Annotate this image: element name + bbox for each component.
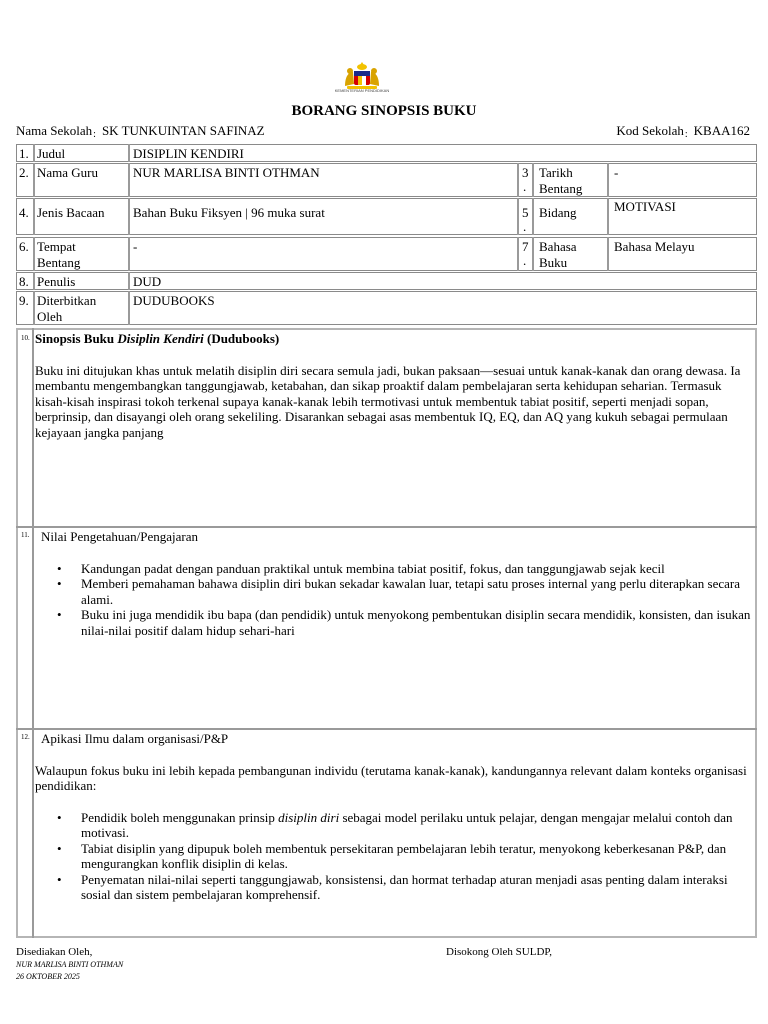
list-item: • Penyematan nilai-nilai seperti tanggungjawab, konsistensi, dan hormat terhadap aturan menjadi asas penting dalam interaksi sosial dan sistem pembelajaran komprehensif. <box>81 872 755 903</box>
prepared-by-block <box>16 945 123 983</box>
tarikh-label: Tarikh Bentang <box>539 165 583 196</box>
jenis-number: 4. <box>19 205 29 220</box>
bidang-label: Bidang <box>539 205 577 220</box>
section-12-heading: Apikasi Ilmu dalam organisasi/P&P <box>41 731 229 746</box>
guru-number: 2. <box>19 165 29 180</box>
school-info-row <box>16 123 750 139</box>
penulis-number: 8. <box>19 274 29 289</box>
school-code-colon: : <box>684 129 688 140</box>
section-10-number: 10. <box>21 334 30 342</box>
bidang-value: MOTIVASI <box>614 199 676 214</box>
school-name-colon: : <box>93 129 96 140</box>
school-code-field <box>616 123 750 143</box>
section-12-list <box>81 810 755 903</box>
penerbit-label: Diterbitkan Oleh <box>37 293 97 324</box>
bahasa-dot: . <box>523 253 527 268</box>
section-12-intro: Walaupun fokus buku ini lebih kepada pembangunan individu (terutama kanak-kanak), kandungannya relevant dalam konteks organisasi pendidikan: <box>35 762 747 793</box>
section-12-application <box>35 731 755 903</box>
guru-label: Nama Guru <box>37 165 99 180</box>
supported-by-label: Disokong Oleh SULDP, <box>446 946 553 958</box>
list-item: • Pendidik boleh menggunakan prinsip disiplin diri sebagai model perilaku untuk pelajar, dengan mengajar melalui contoh dan motivasi. <box>81 810 755 841</box>
penerbit-value: DUDUBOOKS <box>133 293 215 308</box>
prepared-by-name: NUR MARLISA BINTI OTHMAN <box>16 960 124 969</box>
section-11-heading: Nilai Pengetahuan/Pengajaran <box>41 529 199 544</box>
prepared-by-label: Disediakan Oleh, <box>16 946 93 958</box>
judul-value: DISIPLIN KENDIRI <box>133 146 244 161</box>
list-item: • Memberi pemahaman bahawa disiplin diri bukan sekadar kawalan luar, tetapi satu proses internal yang perlu diterapkan secara alami. <box>81 576 755 607</box>
logo-caption: KEMENTERIAN PENDIDIKAN <box>334 88 390 93</box>
penulis-label: Penulis <box>37 274 76 289</box>
tempat-label: Tempat Bentang <box>37 239 81 270</box>
tarikh-dot: . <box>523 179 527 194</box>
section-11-list <box>81 561 755 639</box>
penulis-value: DUD <box>133 274 162 289</box>
school-name-field <box>16 123 265 143</box>
page-title: BORANG SINOPSIS BUKU <box>291 103 477 119</box>
list-item: • Tabiat disiplin yang dipupuk boleh membentuk persekitaran pembelajaran lebih teratur, menyokong keberkesanan P&P, dan mengurangkan konflik disiplin di kelas. <box>81 841 755 872</box>
tarikh-value: - <box>614 165 619 180</box>
judul-label: Judul <box>37 146 66 161</box>
list-item: • Buku ini juga mendidik ibu bapa (dan pendidik) untuk menyokong pembentukan disiplin secara mendidik, konsisten, dan isukan nilai-nilai positif dalam hidup sehari-hari <box>81 607 755 638</box>
section-12-number: 12. <box>21 733 30 741</box>
bahasa-label: Bahasa Buku <box>539 239 577 270</box>
school-code-value: KBAA162 <box>693 123 750 138</box>
section-10-synopsis <box>35 331 755 440</box>
section-11-number: 11. <box>21 531 30 539</box>
jenis-label: Jenis Bacaan <box>37 205 105 220</box>
prepared-by-date: 26 OKTOBER 2025 <box>16 972 80 981</box>
jenis-value: Bahan Buku Fiksyen | 96 muka surat <box>133 205 325 220</box>
bahasa-value: Bahasa Melayu <box>614 239 695 254</box>
section-10-body: Buku ini ditujukan khas untuk melatih disiplin diri secara semula jadi, bukan paksaan—sesuai untuk kanak-kanak dan orang dewasa. Ia membantu mengembangkan tanggungjawab, ketabahan, dan sikap proaktif dalam pembelajaran serta kehidupan seharian. Termasuk kisah-kisah inspirasi tokoh terkenal supaya kanak-kanak lebih termotivasi untuk membentuk tabiat positif, seperti menjadi sopan, berprinsip, dan disayangi oleh orang sekeliling. Disarankan sebagai asas membentuk IQ, EQ, dan AQ yang kukuh sebagai permulaan kejayaan jangka panjang <box>35 362 741 440</box>
bidang-dot: . <box>523 219 527 234</box>
bidang-number: 5 <box>522 205 529 220</box>
supported-by-block <box>446 945 552 959</box>
tarikh-number: 3 <box>522 165 529 180</box>
tempat-value: - <box>133 239 138 254</box>
school-code-label: Kod Sekolah <box>616 123 684 138</box>
penerbit-number: 9. <box>19 293 29 308</box>
school-name-label: Nama Sekolah <box>16 123 93 138</box>
school-name-value: SK TUNKUINTAN SAFINAZ <box>101 123 265 138</box>
list-item: • Kandungan padat dengan panduan praktikal untuk membina tabiat positif, fokus, dan tanggungjawab sejak kecil <box>81 561 755 577</box>
section-11-values <box>35 529 755 638</box>
bahasa-number: 7 <box>522 239 529 254</box>
guru-value: NUR MARLISA BINTI OTHMAN <box>133 165 320 180</box>
tempat-number: 6. <box>19 239 29 254</box>
judul-number: 1. <box>19 146 29 161</box>
section-10-heading: Sinopsis Buku Disiplin Kendiri (Dudubooks) <box>35 331 280 346</box>
